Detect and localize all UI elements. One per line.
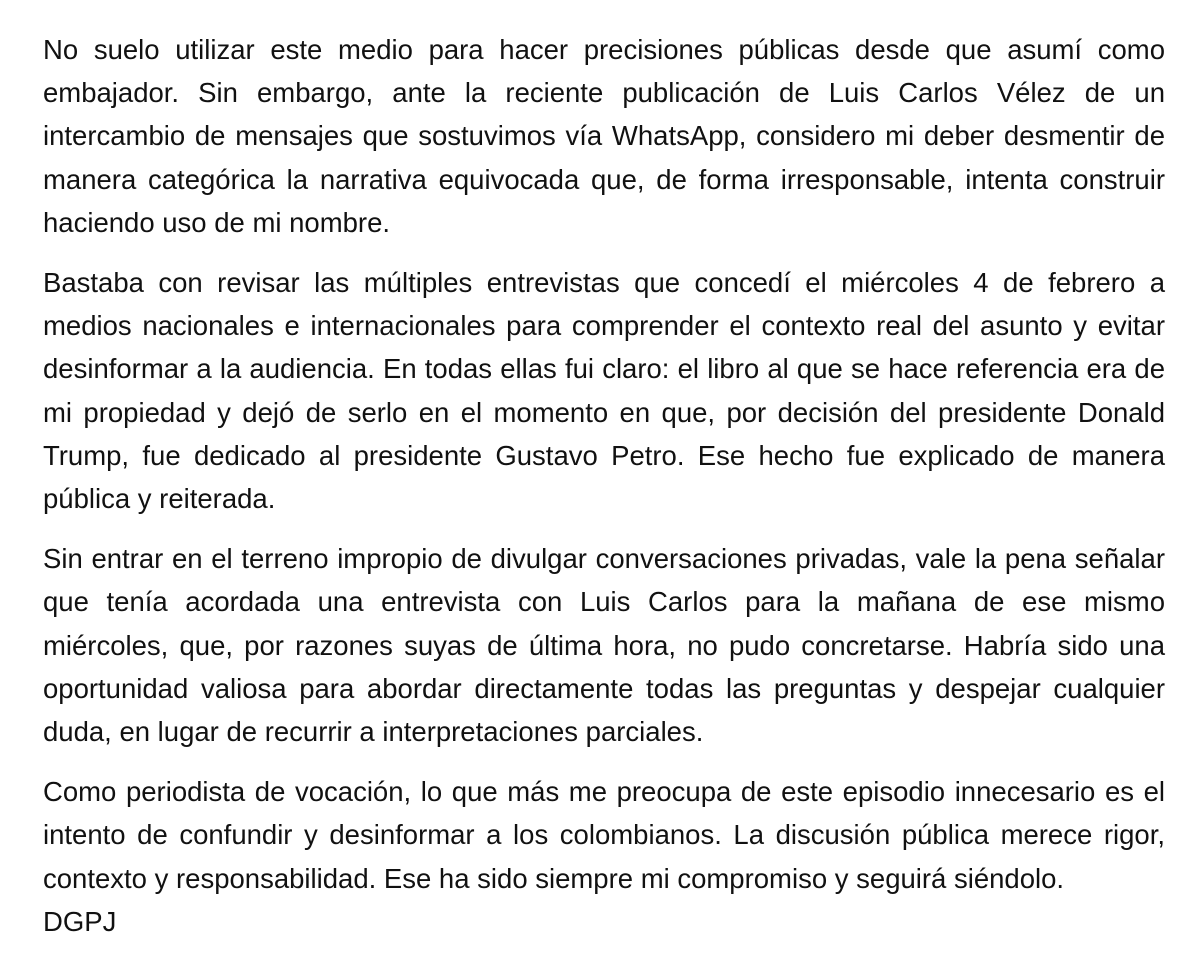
paragraph-2: Bastaba con revisar las múltiples entrevistas que concedí el miércoles 4 de febrero a medios nacionales e internacionales para comprender el contexto real del asunto y evitar desinformar a la audiencia. En todas ellas fui claro: el libro al que se hace referencia era de mi propiedad y dejó de serlo en el momento en que, por decisión del presidente Donald Trump, fue dedicado al presidente Gustavo Petro. Ese hecho fue explicado de manera pública y reiterada. [43, 267, 1165, 515]
paragraph-1: No suelo utilizar este medio para hacer precisiones públicas desde que asumí como embajador. Sin embargo, ante la reciente publicación de Luis Carlos Vélez de un intercambio de mensajes que sostuvimos vía WhatsApp, considero mi deber desmentir de manera categórica la narrativa equivocada que, de forma irresponsable, intenta construir haciendo uso de mi nombre. [43, 34, 1165, 238]
paragraph-4 [43, 770, 1165, 943]
statement-document [43, 28, 1165, 943]
paragraph-3: Sin entrar en el terreno impropio de divulgar conversaciones privadas, vale la pena señalar que tenía acordada una entrevista con Luis Carlos para la mañana de ese mismo miércoles, que, por razones suyas de última hora, no pudo concretarse. Habría sido una oportunidad valiosa para abordar directamente todas las preguntas y despejar cualquier duda, en lugar de recurrir a interpretaciones parciales. [43, 543, 1165, 748]
paragraph-4-text: Como periodista de vocación, lo que más me preocupa de este episodio innecesario es el intento de confundir y desinformar a los colombianos. La discusión pública merece rigor, contexto y responsabilidad. Ese ha sido siempre mi compromiso y seguirá siéndolo. [43, 776, 1165, 894]
signature: DGPJ [43, 905, 117, 937]
